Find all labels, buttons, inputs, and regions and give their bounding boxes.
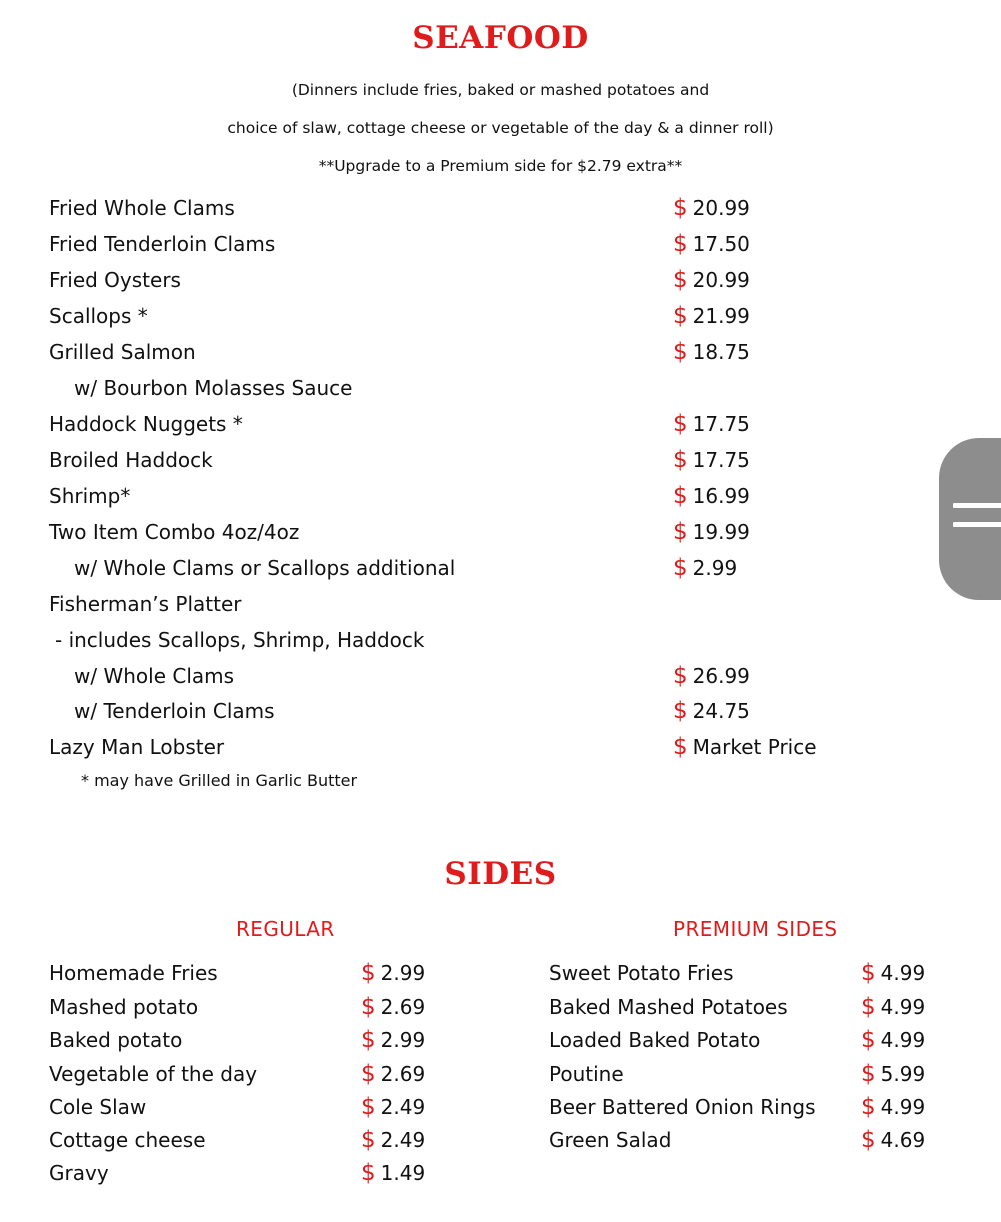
dollar-sign: $ xyxy=(361,1061,376,1087)
price-value: 1.49 xyxy=(380,1161,426,1185)
menu-item-name: w/ Whole Clams or Scallops additional xyxy=(74,556,456,580)
price-value: 2.49 xyxy=(380,1128,426,1152)
menu-item-name: Scallops * xyxy=(49,304,148,328)
price-value: 2.99 xyxy=(380,961,426,985)
price-value: 4.99 xyxy=(880,1095,926,1119)
menu-item-name: w/ Whole Clams xyxy=(74,664,235,688)
menu-row xyxy=(0,586,1001,622)
dollar-sign: $ xyxy=(361,1027,376,1053)
side-item-name: Cottage cheese xyxy=(49,1128,206,1152)
menu-row xyxy=(0,370,1001,406)
dollar-sign: $ xyxy=(673,267,688,293)
menu-item-name: Two Item Combo 4oz/4oz xyxy=(49,520,300,544)
seafood-title: SEAFOOD xyxy=(412,20,589,56)
side-item-name: Baked potato xyxy=(49,1028,183,1052)
dollar-sign: $ xyxy=(861,1094,876,1120)
price-value: 4.99 xyxy=(880,961,926,985)
menu-row xyxy=(0,190,1001,226)
menu-item-name: w/ Bourbon Molasses Sauce xyxy=(74,376,353,400)
seafood-note-line-3: **Upgrade to a Premium side for $2.79 extra** xyxy=(318,157,683,175)
dollar-sign: $ xyxy=(673,447,688,473)
price-value: 4.99 xyxy=(880,995,926,1019)
menu-item-price xyxy=(673,334,750,370)
menu-item-price xyxy=(673,550,737,586)
seafood-note-line-2: choice of slaw, cottage cheese or vegetable of the day & a dinner roll) xyxy=(227,119,774,137)
price-value: 16.99 xyxy=(692,484,750,508)
price-value: 4.69 xyxy=(880,1128,926,1152)
dollar-sign: $ xyxy=(673,303,688,329)
menu-item-price xyxy=(673,442,750,478)
dollar-sign: $ xyxy=(673,195,688,221)
dollar-sign: $ xyxy=(673,411,688,437)
menu-item-price xyxy=(673,406,750,442)
menu-row xyxy=(0,478,1001,514)
dollar-sign: $ xyxy=(673,519,688,545)
side-item-price xyxy=(361,1157,425,1190)
dollar-sign: $ xyxy=(361,960,376,986)
sides-title: SIDES xyxy=(444,856,557,892)
dollar-sign: $ xyxy=(673,734,688,760)
price-value: 4.99 xyxy=(880,1028,926,1052)
dollar-sign: $ xyxy=(673,339,688,365)
price-value: 19.99 xyxy=(692,520,750,544)
menu-item-name: Grilled Salmon xyxy=(49,340,196,364)
side-item-price xyxy=(861,1091,925,1124)
menu-row xyxy=(0,406,1001,442)
price-value: 17.50 xyxy=(692,232,750,256)
side-row xyxy=(0,1024,990,1057)
side-item-price xyxy=(861,957,925,990)
price-value: 2.99 xyxy=(692,556,738,580)
menu-item-name: Fisherman’s Platter xyxy=(49,592,242,616)
menu-item-name: Haddock Nuggets * xyxy=(49,412,243,436)
dollar-sign: $ xyxy=(861,1027,876,1053)
menu-row xyxy=(0,442,1001,478)
menu-item-name: Shrimp* xyxy=(49,484,131,508)
menu-item-price xyxy=(673,729,817,765)
side-item-name: Loaded Baked Potato xyxy=(549,1028,761,1052)
grip-line-icon xyxy=(953,503,1001,508)
side-item-name: Homemade Fries xyxy=(49,961,218,985)
menu-item-price xyxy=(673,514,750,550)
side-item-name: Beer Battered Onion Rings xyxy=(549,1095,816,1119)
price-value: 24.75 xyxy=(692,699,750,723)
side-item-price xyxy=(861,1024,925,1057)
menu-item-price xyxy=(673,478,750,514)
menu-item-name: Fried Oysters xyxy=(49,268,181,292)
menu-item-name: Lazy Man Lobster xyxy=(49,735,225,759)
premium-sides-label: PREMIUM SIDES xyxy=(673,917,838,941)
dollar-sign: $ xyxy=(673,231,688,257)
side-row xyxy=(0,1124,990,1157)
dollar-sign: $ xyxy=(361,994,376,1020)
menu-item-price xyxy=(673,298,750,334)
side-item-price xyxy=(861,1058,925,1091)
menu-row xyxy=(0,514,1001,550)
menu-item-name: Fried Whole Clams xyxy=(49,196,235,220)
regular-sides-label: REGULAR xyxy=(236,917,335,941)
price-value: 2.69 xyxy=(380,1062,426,1086)
price-value: 17.75 xyxy=(692,412,750,436)
side-item-price xyxy=(861,1124,925,1157)
dollar-sign: $ xyxy=(361,1160,376,1186)
menu-item-price xyxy=(673,226,750,262)
price-value: 5.99 xyxy=(880,1062,926,1086)
menu-row xyxy=(0,334,1001,370)
menu-row xyxy=(0,693,1001,729)
menu-item-price xyxy=(673,693,750,729)
scroll-handle[interactable] xyxy=(939,438,1001,600)
side-item-price xyxy=(861,991,925,1024)
price-value: 26.99 xyxy=(692,664,750,688)
price-value: 18.75 xyxy=(692,340,750,364)
side-item-name: Vegetable of the day xyxy=(49,1062,258,1086)
grip-line-icon xyxy=(953,522,1001,527)
side-item-name: Green Salad xyxy=(549,1128,672,1152)
dollar-sign: $ xyxy=(361,1094,376,1120)
dollar-sign: $ xyxy=(673,663,688,689)
side-item-name: Mashed potato xyxy=(49,995,199,1019)
dollar-sign: $ xyxy=(673,698,688,724)
side-row xyxy=(0,991,990,1024)
side-row xyxy=(0,1091,990,1124)
price-value: 2.69 xyxy=(380,995,426,1019)
dollar-sign: $ xyxy=(861,994,876,1020)
price-value: 21.99 xyxy=(692,304,750,328)
menu-item-name: w/ Tenderloin Clams xyxy=(74,699,275,723)
menu-row xyxy=(0,729,1001,765)
dollar-sign: $ xyxy=(673,483,688,509)
seafood-note-line-1: (Dinners include fries, baked or mashed potatoes and xyxy=(291,81,710,99)
menu-row xyxy=(0,298,1001,334)
side-item-name: Sweet Potato Fries xyxy=(549,961,734,985)
menu-row xyxy=(0,262,1001,298)
price-value: Market Price xyxy=(692,735,817,759)
price-value: 2.49 xyxy=(380,1095,426,1119)
dollar-sign: $ xyxy=(861,1061,876,1087)
price-value: 17.75 xyxy=(692,448,750,472)
price-value: 2.99 xyxy=(380,1028,426,1052)
menu-item-price xyxy=(673,190,750,226)
side-row xyxy=(0,957,990,990)
dollar-sign: $ xyxy=(861,960,876,986)
side-row xyxy=(0,1058,990,1091)
dollar-sign: $ xyxy=(673,555,688,581)
menu-row xyxy=(0,550,1001,586)
menu-row xyxy=(0,622,1001,658)
side-row xyxy=(0,1157,480,1190)
menu-item-name: - includes Scallops, Shrimp, Haddock xyxy=(55,628,425,652)
price-value: 20.99 xyxy=(692,268,750,292)
dollar-sign: $ xyxy=(861,1127,876,1153)
side-item-name: Baked Mashed Potatoes xyxy=(549,995,788,1019)
menu-item-name: Fried Tenderloin Clams xyxy=(49,232,276,256)
side-item-name: Gravy xyxy=(49,1161,109,1185)
menu-row xyxy=(0,658,1001,694)
menu-row xyxy=(0,226,1001,262)
side-item-name: Cole Slaw xyxy=(49,1095,147,1119)
seafood-footnote: * may have Grilled in Garlic Butter xyxy=(81,771,358,790)
price-value: 20.99 xyxy=(692,196,750,220)
menu-item-price xyxy=(673,262,750,298)
side-item-name: Poutine xyxy=(549,1062,624,1086)
menu-item-name: Broiled Haddock xyxy=(49,448,213,472)
menu-item-price xyxy=(673,658,750,694)
dollar-sign: $ xyxy=(361,1127,376,1153)
